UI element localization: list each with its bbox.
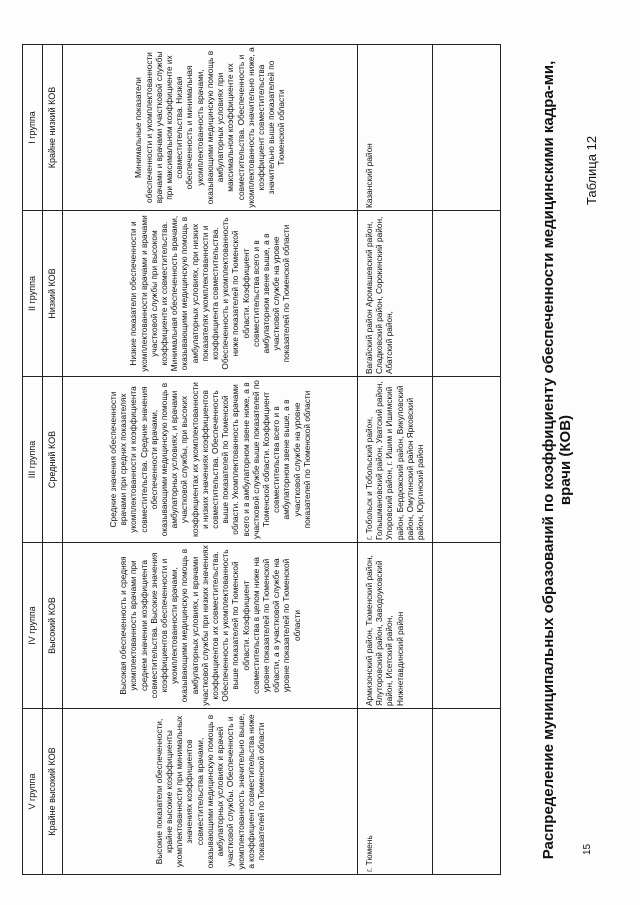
districts-cell: Казанский район <box>358 45 433 211</box>
districts-cell: Армизонский район, Тюменский район, Ялуторовский район, Заводоуковский район, Исетский район, Нижнетавдинский район <box>358 543 433 709</box>
group-description-cell: Минимальные показатели обеспеченности и укомплектованности врачами и врачами участковой службы при максимальном коэффициенте их совместительства. Низкая обеспеченность и минимальная укомплектованность врачами, оказывающими медицинскую помощь в амбулаторных условиях при максимальном коэффициенте их совместительства. Обеспеченность и укомплектованность значительно ниже, а коэффициент совместительства значительно выше показателей по Тюменской области <box>63 45 358 211</box>
districts-row <box>358 45 433 875</box>
group-header-cell: V группа <box>23 709 43 875</box>
districts-cell: г. Тюмень <box>358 709 433 875</box>
page-number: 15 <box>582 843 593 855</box>
kov-level-cell: Высокий КОВ <box>43 543 63 709</box>
group-description-cell: Высокие показатели обеспеченности, крайне высокие коэффициенты укомплектованности при минимальных значениях коэффициентов совместительства врачами, оказывающими медицинскую помощь в амбулаторных условиях и врачей участковой службы. Обеспеченность и укомплектованность значительно выше, а коэффициент совместительства ниже показателей по Тюменской области <box>63 709 358 875</box>
kov-level-cell: Крайне высокий КОВ <box>43 709 63 875</box>
districts-cell: г. Тобольск и Тобольский район, Голышмановский район, Уватский район, Упоровский район, г. Ишим и Ишимский район, Бердюжский район, Викуловский район, Омутинский район Ярковский район, Юргинский район <box>358 377 433 543</box>
group-description-cell: Низкие показатели обеспеченности и укомплектованности врачами и врачами участковой службы при высоком коэффициенте их совместительства. Минимальная обеспеченность врачами, оказывающими медицинскую помощь в амбулаторных условиях, при низких показателях укомплектованности и коэффициента совместительства. Обеспеченность и укомплектованность ниже показателей по Тюменской области. Коэффициент совместительства всего и в амбулаторном звене выше, а в участковой службе на уровне показателей по Тюменской области <box>63 211 358 377</box>
level-header-row <box>43 45 63 875</box>
kov-level-cell: Средний КОВ <box>43 377 63 543</box>
empty-cell <box>433 709 501 875</box>
kov-level-cell: Крайне низкий КОВ <box>43 45 63 211</box>
empty-cell <box>433 211 501 377</box>
group-header-cell: III группа <box>23 377 43 543</box>
kov-level-cell: Низкий КОВ <box>43 211 63 377</box>
group-header-row <box>23 45 43 875</box>
group-header-cell: I группа <box>23 45 43 211</box>
table-label: Таблица 12 <box>584 135 599 205</box>
empty-cell <box>433 543 501 709</box>
group-description-cell: Высокая обеспеченность и средняя укомплектованность врачами при среднем значении коэффициента совместительства. Высокие значения коэффициентов обеспеченности и укомплектованности врачами, оказывающими медицинскую помощь в амбулаторных условиях, и врачами участковой службы при низких значениях коэффициентов их совместительства. Обеспеченность и укомплектованность выше показателей по Тюменской области. Коэффициент совместительства в целом ниже на уровне показателей по Тюменской области, а в участковой службе на уровне показателей по Тюменской области <box>63 543 358 709</box>
districts-cell: Вагайский район Аромашевский район, Сладковский район, Сорокинский район, Абатский район, <box>358 211 433 377</box>
empty-cell <box>433 377 501 543</box>
group-header-cell: II группа <box>23 211 43 377</box>
blank-row <box>433 45 501 875</box>
table-title: Распределение муниципальных образований по коэффициенту обеспеченности медицинскими кадра-ми, врачи (КОВ) <box>540 60 574 860</box>
kov-distribution-table <box>22 44 501 875</box>
group-header-cell: IV группа <box>23 543 43 709</box>
empty-cell <box>433 45 501 211</box>
group-description-cell: Средние значения обеспеченности врачами при средних показателях укомплектованности и коэффициента совместительства. Средние значения обеспеченности врачами, оказывающими медицинскую помощь в амбулаторных условиях, и врачами участковой службы, при высоких коэффициентах их укомплектованности и низких значениях коэффициентов совместительства. Обеспеченность выше показателей по Тюменской области. Укомплектованность врачами всего и в амбулаторном звене ниже, а в участковой службе выше показателей по Тюменской области. Коэффициент совместительства всего и в амбулаторном звене выше, а в участковой службе на уровне показателей по Тюменской области <box>63 377 358 543</box>
description-row <box>63 45 358 875</box>
